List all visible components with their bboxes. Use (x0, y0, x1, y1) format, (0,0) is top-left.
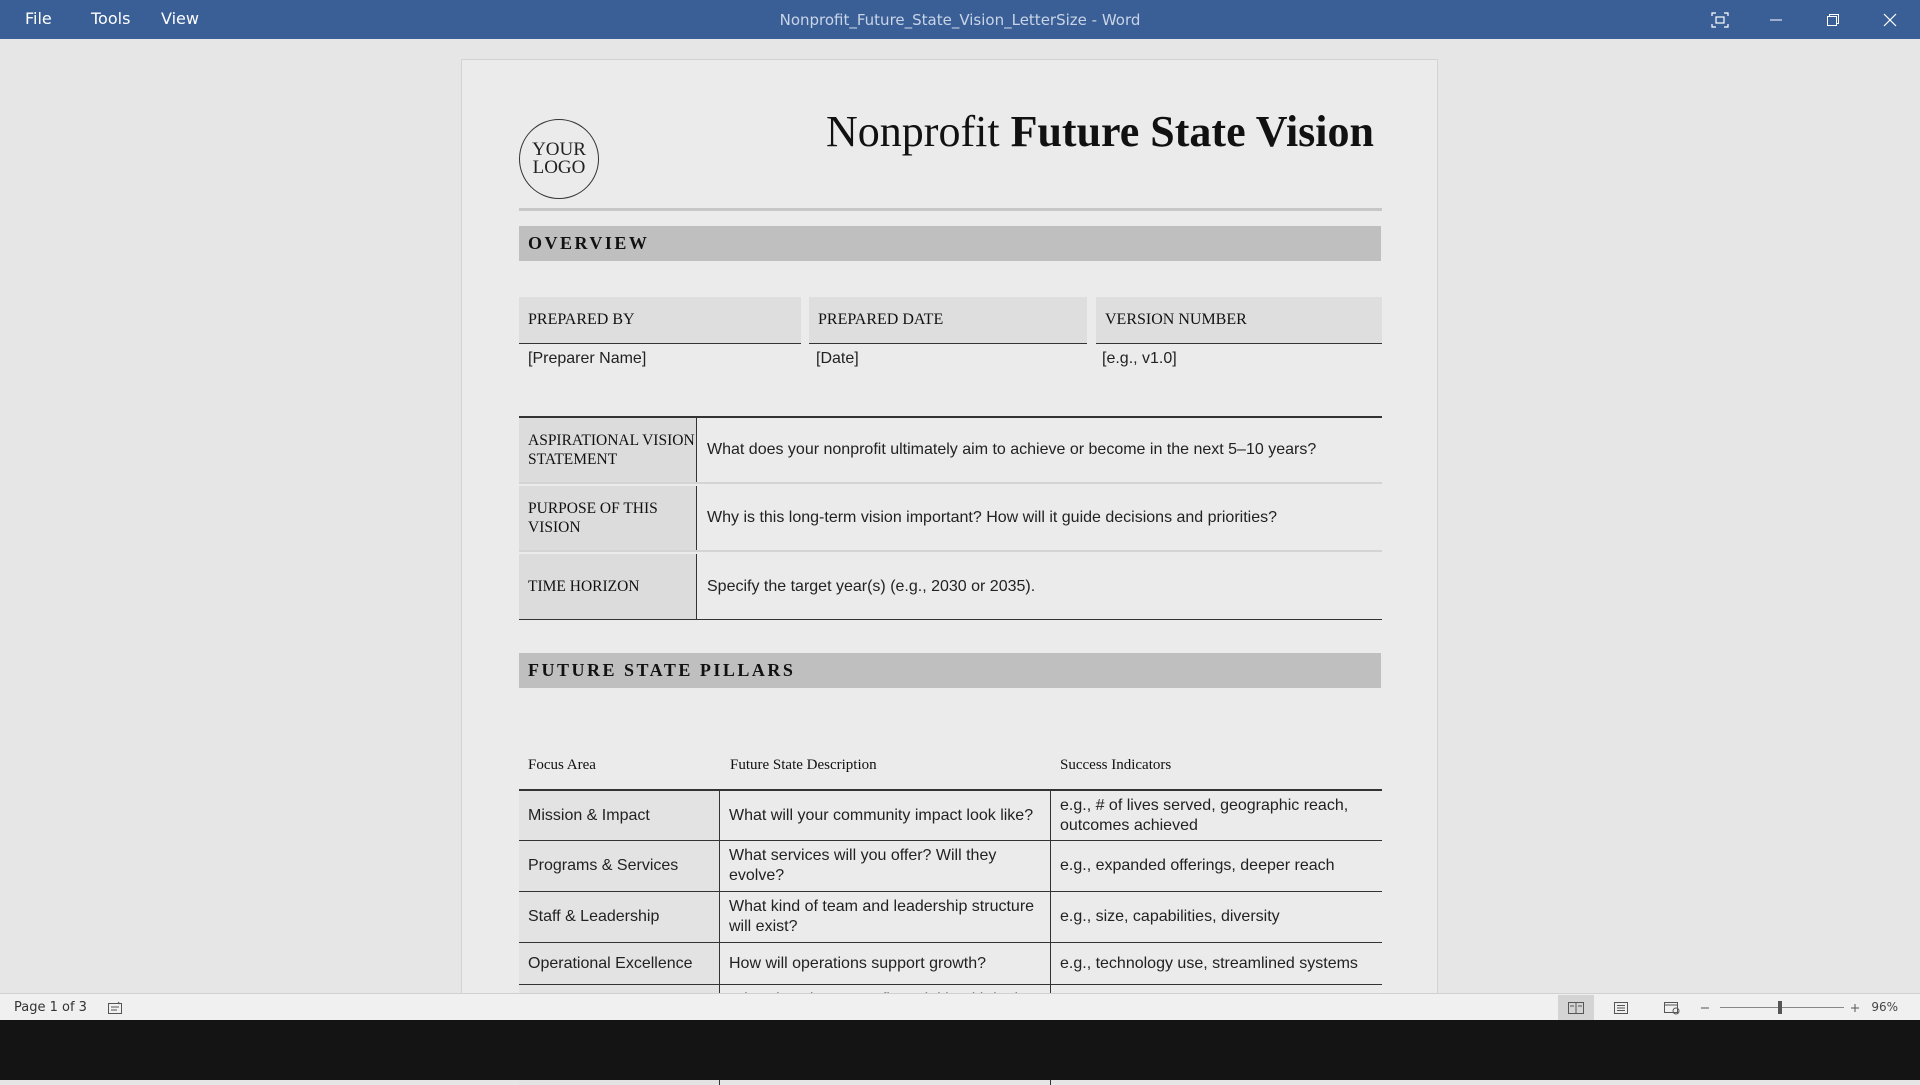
proofing-button[interactable] (103, 998, 127, 1017)
title-divider (519, 208, 1382, 211)
page-number-indicator[interactable]: Page 1 of 3 (14, 1000, 87, 1015)
logo-placeholder (519, 119, 599, 199)
print-layout-icon (1613, 1001, 1629, 1015)
print-layout-button[interactable] (1609, 998, 1633, 1017)
focus-area-cell[interactable]: Staff & Leadership (519, 892, 720, 942)
focus-mode-icon (1711, 12, 1729, 28)
description-cell[interactable]: What kind of team and leadership structure will exist? (720, 892, 1051, 942)
document-area[interactable] (0, 39, 1920, 993)
prepared-date-value[interactable]: [Date] (816, 350, 859, 367)
description-cell[interactable]: What will your community impact look like? (720, 791, 1051, 840)
indicators-cell[interactable]: e.g., # of lives served, geographic reach, outcomes achieved (1060, 796, 1349, 834)
column-header-focus-area: Focus Area (528, 757, 596, 773)
close-button[interactable] (1862, 0, 1918, 39)
plus-icon (1850, 1003, 1860, 1013)
title-bold: Future State Vision (1010, 107, 1374, 156)
indicators-cell[interactable]: e.g., size, capabilities, diversity (1060, 908, 1280, 925)
vision-row-text[interactable]: Specify the target year(s) (e.g., 2030 or 2035). (707, 577, 1036, 595)
restore-button[interactable] (1805, 0, 1861, 39)
prepared-by-value[interactable]: [Preparer Name] (528, 350, 647, 367)
zoom-level[interactable]: 96% (1871, 1000, 1898, 1014)
title-bar (0, 0, 1920, 39)
read-mode-icon (1567, 1001, 1585, 1015)
overview-heading: OVERVIEW (519, 226, 1381, 261)
column-header-description: Future State Description (730, 757, 877, 773)
focus-area-cell[interactable]: Programs & Services (519, 841, 720, 891)
prepared-by-label: PREPARED BY (519, 297, 801, 344)
minus-icon (1700, 1003, 1710, 1013)
proofing-icon (107, 1001, 123, 1015)
focus-mode-button[interactable] (1692, 0, 1748, 39)
document-page[interactable] (461, 59, 1438, 1061)
table-row (519, 943, 1382, 985)
restore-icon (1826, 13, 1840, 27)
focus-area-cell[interactable]: Operational Excellence (519, 943, 720, 984)
menu-tools[interactable]: Tools (91, 9, 131, 28)
pillars-heading: FUTURE STATE PILLARS (519, 653, 1381, 688)
vision-row (519, 486, 1382, 552)
table-row (519, 791, 1382, 841)
menu-file[interactable]: File (25, 9, 52, 28)
vision-row-text[interactable]: Why is this long-term vision important? How will it guide decisions and priorities? (707, 509, 1278, 526)
indicators-cell[interactable]: e.g., technology use, streamlined systems (1060, 954, 1358, 972)
indicators-cell[interactable]: e.g., expanded offerings, deeper reach (1060, 857, 1335, 874)
logo-line-2: LOGO (532, 157, 586, 178)
version-number-label: VERSION NUMBER (1096, 297, 1382, 344)
zoom-out-button[interactable] (1696, 998, 1714, 1017)
prepared-date-label: PREPARED DATE (809, 297, 1087, 344)
zoom-slider[interactable] (1720, 1007, 1844, 1008)
description-cell[interactable]: How will operations support growth? (720, 943, 1051, 984)
minimize-icon (1769, 13, 1783, 27)
vision-row-label: TIME HORIZON (519, 554, 697, 619)
logo-line-1: YOUR (532, 139, 586, 160)
menu-view[interactable]: View (161, 9, 199, 28)
vision-row-label: PURPOSE OF THIS VISION (519, 486, 697, 550)
close-icon (1883, 13, 1897, 27)
zoom-in-button[interactable] (1846, 998, 1864, 1017)
taskbar-area (0, 1020, 1920, 1080)
title-regular: Nonprofit (826, 107, 1011, 156)
window-title: Nonprofit_Future_State_Vision_LetterSize - Word (779, 11, 1141, 29)
read-mode-button[interactable] (1558, 995, 1594, 1020)
vision-row-label: ASPIRATIONAL VISION STATEMENT (519, 418, 697, 482)
column-header-indicators: Success Indicators (1060, 757, 1172, 773)
focus-area-cell[interactable]: Mission & Impact (519, 791, 720, 840)
zoom-slider-thumb[interactable] (1778, 1001, 1782, 1014)
status-bar (0, 993, 1920, 1021)
document-title (826, 106, 1374, 157)
web-layout-icon (1663, 1001, 1681, 1015)
table-row (519, 892, 1382, 943)
web-layout-button[interactable] (1660, 998, 1684, 1017)
table-row (519, 841, 1382, 892)
vision-row (519, 554, 1382, 620)
vision-row (519, 418, 1382, 484)
vision-row-text[interactable]: What does your nonprofit ultimately aim to achieve or become in the next 5–10 years? (707, 441, 1317, 458)
version-number-value[interactable]: [e.g., v1.0] (1102, 350, 1177, 367)
minimize-button[interactable] (1748, 0, 1804, 39)
description-cell[interactable]: What services will you offer? Will they evolve? (720, 841, 1051, 891)
